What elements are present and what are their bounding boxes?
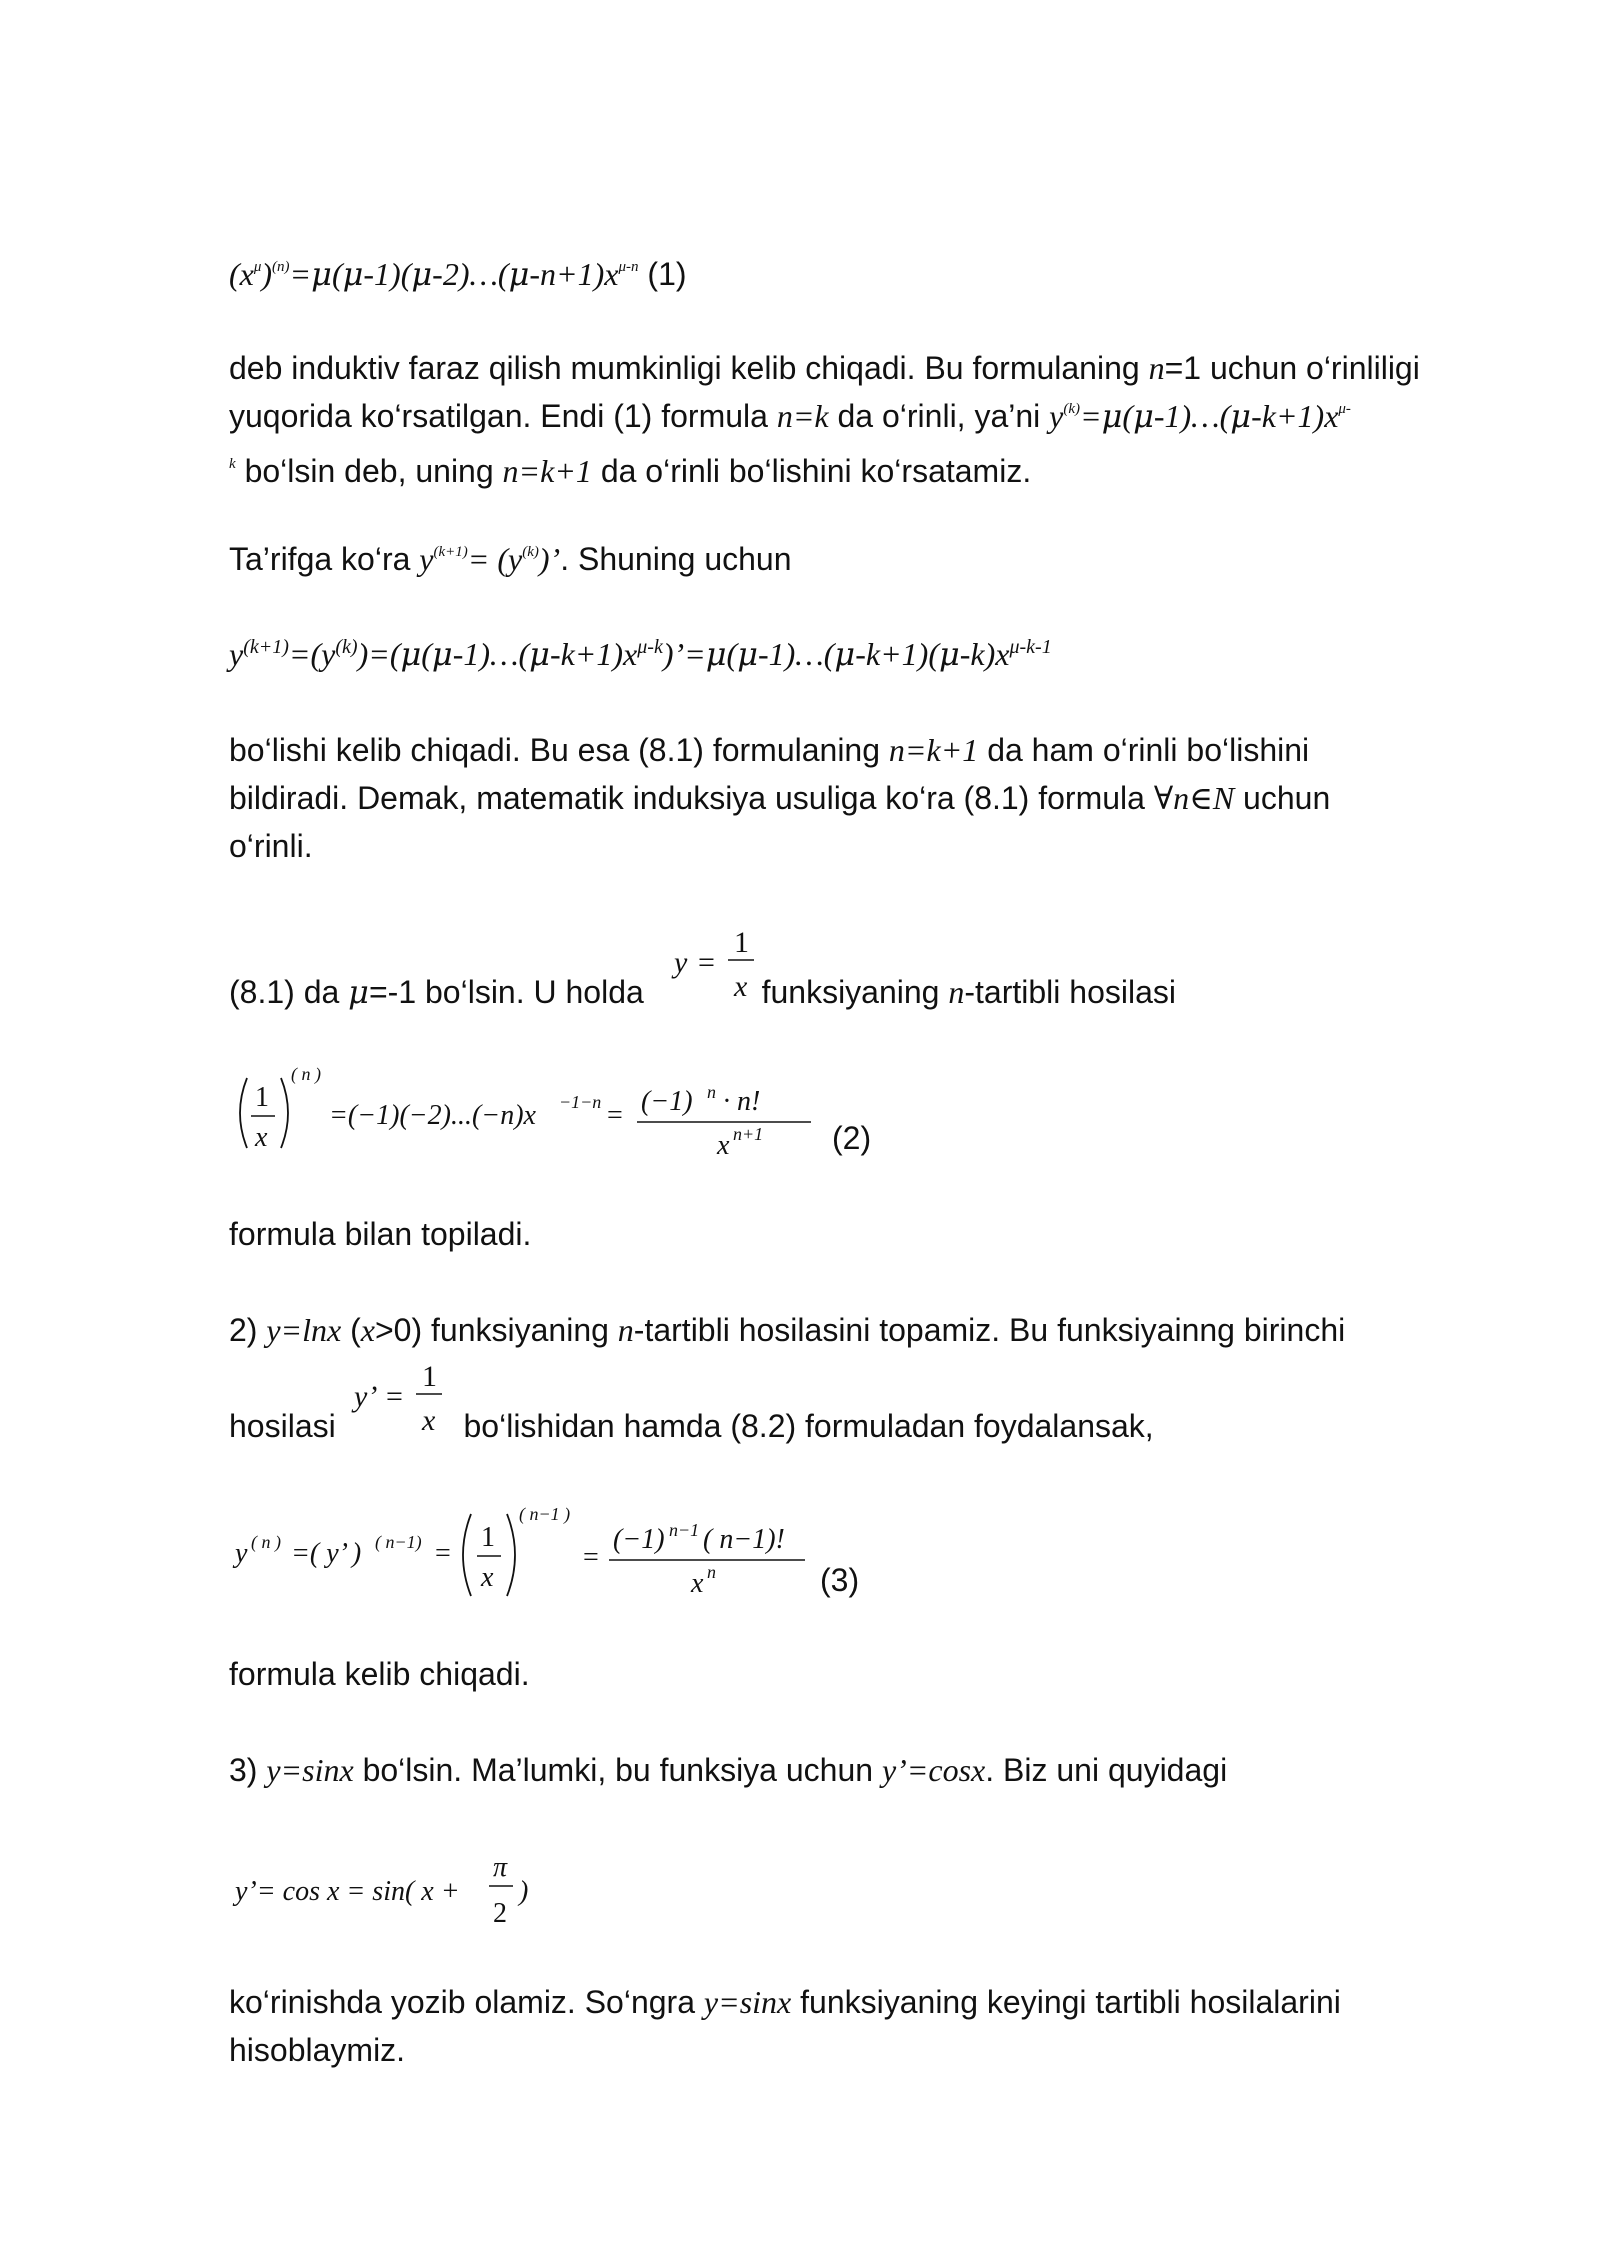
svg-text:( n−1 ): ( n−1 ) (519, 1504, 571, 1524)
text: ( (341, 1312, 361, 1348)
formula-yk: $y^{(k)}=\mu(\mu-1)\dots(\mu-k+1)x^{\mu-}$ (1049, 397, 1351, 435)
text: 2) (229, 1312, 267, 1348)
paragraph-lnx (229, 1306, 1529, 1354)
paragraph-sinx (229, 1746, 1529, 1794)
svg-text:1: 1 (481, 1522, 495, 1553)
paragraph-induction (229, 344, 1529, 502)
text: deb induktiv faraz qilish mumkinligi kelib chiqadi. Bu formulaning (229, 350, 1149, 386)
var-mu: μ (348, 973, 369, 1011)
svg-text:x: x (422, 1404, 436, 1437)
text: da ham o‘rinli bo‘lishini (978, 732, 1310, 768)
text: bo‘lishidan hamda (8.2) formuladan foydalansak, (454, 1408, 1154, 1444)
svg-text:=: = (386, 1380, 403, 1413)
fraction-y-prime-1-over-x (350, 1356, 460, 1442)
svg-text:x: x (717, 1130, 730, 1161)
paragraph-formula-found (229, 1210, 1529, 1258)
svg-text:y’= cos x = sin( x +: y’= cos x = sin( x + (235, 1876, 460, 1907)
paragraph-next-derivatives (229, 1978, 1529, 2074)
exp-k: k (229, 456, 236, 472)
paragraph-formula-derived (229, 1650, 1529, 1698)
svg-text:=( y’ ): =( y’ ) (291, 1538, 362, 1569)
svg-text:2: 2 (493, 1898, 507, 1929)
formula-cos-to-sin (229, 1840, 589, 1940)
text: . Biz uni quyidagi (985, 1752, 1228, 1788)
formula-1-tag: (1) (647, 256, 687, 292)
formula-2-tag: (2) (832, 1120, 872, 1156)
svg-text:x: x (734, 970, 748, 1003)
formula-3-tag: (3) (820, 1562, 860, 1598)
svg-text:( n ): ( n ) (291, 1064, 321, 1084)
text: >0) funksiyaning (374, 1312, 618, 1348)
svg-text:−1−n: −1−n (559, 1092, 602, 1112)
svg-text:π: π (493, 1852, 508, 1883)
svg-text:y: y (235, 1538, 248, 1569)
text: . Shuning uchun (560, 541, 792, 577)
var-n: n (948, 974, 965, 1010)
func-lnx: y=lnx (266, 1312, 342, 1348)
var-nk: n=k (776, 398, 829, 434)
text: hisoblaymiz. (229, 2032, 406, 2068)
svg-text:y’: y’ (354, 1380, 378, 1413)
svg-text:x: x (481, 1562, 494, 1593)
forall-n: ∀n∈N (1153, 780, 1235, 816)
formula-2 (229, 1058, 829, 1168)
svg-text:1: 1 (255, 1082, 269, 1113)
svg-text:n+1: n+1 (733, 1124, 764, 1144)
svg-text:=: = (583, 1542, 599, 1573)
text: bildiradi. Demak, matematik induksiya usuliga ko‘ra (8.1) formula (229, 780, 1154, 816)
text: (8.1) da (229, 974, 349, 1010)
func-sinx: y=sinx (266, 1752, 354, 1788)
formula-derivation (229, 630, 1529, 683)
svg-text:n−1: n−1 (669, 1520, 700, 1540)
text: formula bilan topiladi. (229, 1216, 532, 1252)
text: bo‘lishi kelib chiqadi. Bu esa (8.1) formulaning (229, 732, 889, 768)
paragraph-mu-minus-one (229, 968, 1529, 1016)
text: yuqorida ko‘rsatilgan. Endi (1) formula (229, 398, 777, 434)
svg-text:=: = (698, 946, 715, 979)
var-x: x (360, 1312, 375, 1348)
svg-text:( n ): ( n ) (251, 1532, 281, 1552)
text: o‘rinli. (229, 828, 313, 864)
svg-text:· n!: · n! (723, 1086, 761, 1117)
svg-text:x: x (691, 1568, 704, 1599)
text: da o‘rinli, ya’ni (828, 398, 1050, 434)
text: bo‘lsin. Ma’lumki, bu funksiya uchun (353, 1752, 882, 1788)
formula-1-line (229, 250, 1529, 305)
text: uchun (1234, 780, 1331, 816)
text: -tartibli hosilasini topamiz. Bu funksiyainng birinchi (633, 1312, 1346, 1348)
formula-1: $(x^\mu)^{(n)}=\mu(\mu-1)(\mu-2)\dots(\mu-n+1)x^{\mu-n}$ (229, 255, 639, 293)
svg-text:( n−1)!: ( n−1)! (703, 1524, 785, 1555)
svg-text:): ) (519, 1876, 529, 1907)
svg-text:=(−1)(−2)...(−n)x: =(−1)(−2)...(−n)x (329, 1100, 536, 1131)
var-n: n (617, 1312, 634, 1348)
text: ko‘rinishda yozib olamiz. So‘ngra (229, 1984, 704, 2020)
text: bo‘lsin deb, uning (235, 453, 503, 489)
svg-text:(−1): (−1) (641, 1086, 693, 1117)
fraction-y-1-over-x (670, 922, 770, 1008)
svg-text:y: y (674, 946, 688, 979)
svg-text:=: = (435, 1538, 451, 1569)
paragraph-definition (229, 535, 1529, 590)
formula-yk1: $y^{(k+1)}=(y^{(k)})=(\mu(\mu-1)\dots(\mu-k+1)x^{\mu-k})’=\mu(\mu-1)\dots(\mu-k+1)(\mu-k)x^{\mu-k-1}$ (229, 635, 1052, 673)
func-sinx: y=sinx (703, 1984, 792, 2020)
var-n: n (1148, 350, 1165, 386)
text: -tartibli hosilasi (964, 974, 1176, 1010)
svg-text:x: x (255, 1122, 268, 1153)
paragraph-conclusion (229, 726, 1529, 870)
formula-def: $y^{(k+1)}= (y^{(k)})$’ (419, 541, 561, 577)
text: funksiyaning keyingi tartibli hosilalarini (791, 1984, 1341, 2020)
svg-text:(−1): (−1) (613, 1524, 665, 1555)
svg-text:=: = (607, 1100, 623, 1131)
text: funksiyaning (752, 974, 949, 1010)
var-nk1: n=k+1 (502, 453, 592, 489)
text: 3) (229, 1752, 267, 1788)
svg-text:n: n (707, 1082, 716, 1102)
svg-text:( n−1): ( n−1) (375, 1532, 422, 1552)
text: da o‘rinli bo‘lishini ko‘rsatamiz. (591, 453, 1032, 489)
formula-3 (229, 1500, 829, 1610)
text: =-1 bo‘lsin. U holda (368, 974, 653, 1010)
svg-text:1: 1 (422, 1360, 437, 1393)
svg-text:n: n (707, 1562, 716, 1582)
text: hosilasi (229, 1408, 345, 1444)
var-nk1: n=k+1 (888, 732, 979, 768)
func-cosx: y’=cosx (881, 1752, 986, 1788)
text: formula kelib chiqadi. (229, 1656, 530, 1692)
svg-text:1: 1 (734, 926, 749, 959)
text: =1 uchun o‘rinliligi (1164, 350, 1420, 386)
text: Ta’rifga ko‘ra (229, 541, 420, 577)
